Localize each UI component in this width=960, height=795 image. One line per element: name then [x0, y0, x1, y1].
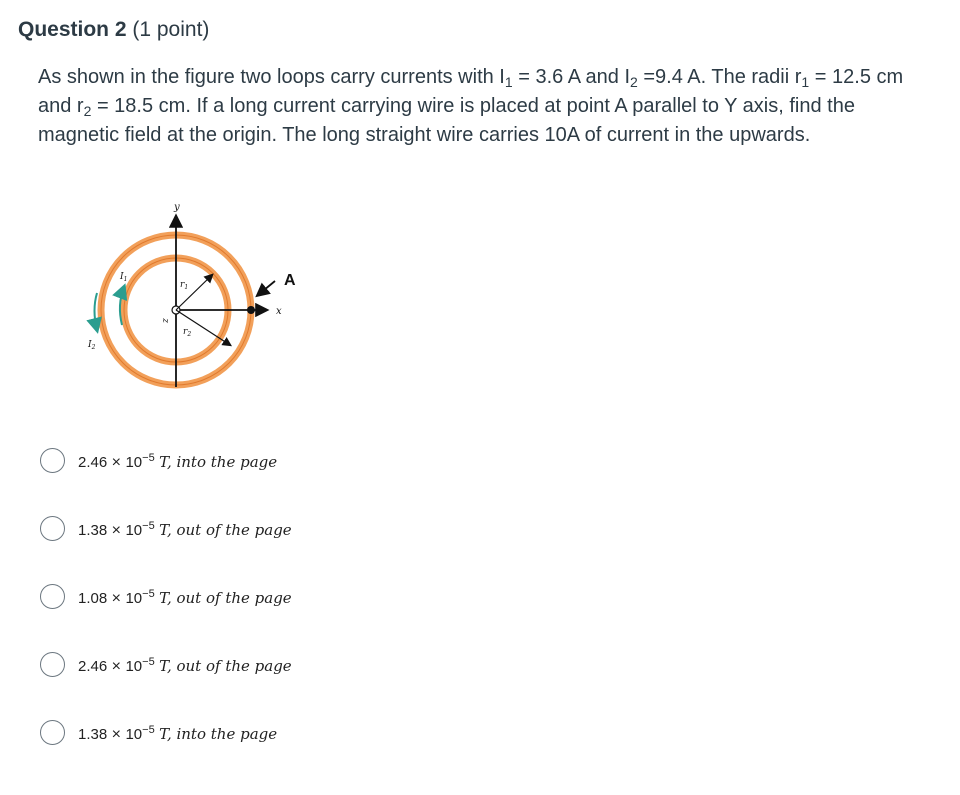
question-text-part: As shown in the figure two loops carry currents with I	[38, 66, 505, 88]
point-a-arrow	[258, 281, 275, 295]
question-text-part: = 3.6 A and I	[512, 66, 630, 88]
radio-button[interactable]	[40, 652, 65, 677]
answer-label[interactable]: $1.38 \times 10^{-5}$ T, into the page	[78, 724, 278, 743]
question-points: (1 point)	[132, 18, 210, 41]
radio-button[interactable]	[40, 516, 65, 541]
radio-button[interactable]	[40, 584, 65, 609]
answer-label[interactable]: $2.46 \times 10^{-5}$ T, out of the page	[78, 656, 292, 675]
r2-label: $r_2$	[183, 327, 192, 338]
i1-label: $I_1$	[120, 272, 128, 283]
answer-label[interactable]: $2.46 \times 10^{-5}$ T, into the page	[78, 452, 278, 471]
point-a-label: A	[284, 272, 296, 289]
i2-current-arrow	[95, 293, 98, 330]
x-axis-label: x	[276, 306, 282, 317]
loops-figure	[70, 195, 330, 395]
radio-button[interactable]	[40, 448, 65, 473]
radio-button[interactable]	[40, 720, 65, 745]
question-text	[38, 63, 918, 150]
answer-label[interactable]: $1.08 \times 10^{-5}$ T, out of the page	[78, 588, 292, 607]
r1-label: $r_1$	[180, 280, 189, 291]
question-text-part: =9.4 A. The radii r	[637, 66, 802, 88]
z-axis-label: z	[161, 318, 171, 323]
question-header	[18, 18, 209, 42]
point-a	[247, 306, 255, 314]
subscript: 2	[630, 74, 638, 90]
i2-label: $I_2$	[88, 340, 96, 351]
question-title: Question 2	[18, 18, 127, 41]
subscript: 2	[83, 103, 92, 119]
subscript: 1	[504, 74, 513, 90]
question-text-part: = 18.5 cm. If a long current carrying wire is placed at point A parallel to Y axis, find the magnetic field at the origin. The long straight wire carries 10A of current in the upwards.	[38, 95, 855, 146]
answer-label[interactable]: $1.38 \times 10^{-5}$ T, out of the page	[78, 520, 292, 539]
subscript: 1	[801, 74, 810, 90]
question-text-part: = 12.5 cm and r	[38, 66, 904, 117]
y-axis-label: y	[174, 202, 180, 213]
